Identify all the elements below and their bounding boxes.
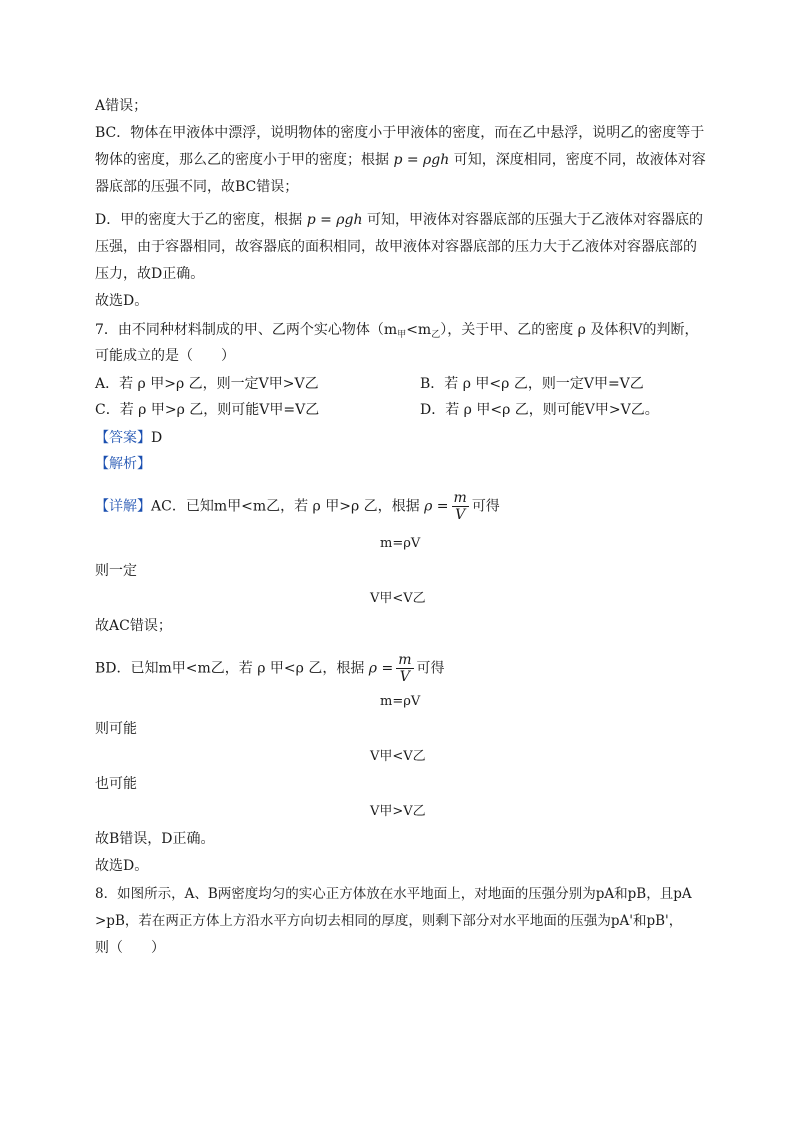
text-line: 也可能: [95, 776, 137, 792]
option-a: A．若 ρ 甲>ρ 乙，则一定V甲>V乙: [95, 376, 319, 392]
detail-line: 【详解】AC．已知m甲<m乙，若 ρ 甲>ρ 乙，根据 ρ = $\frac{m}{V}$ 可得: [95, 490, 500, 523]
equation: m=ρV: [380, 694, 421, 709]
text-line: 则（ ）: [95, 940, 165, 956]
text-line: 可能成立的是（ ）: [95, 348, 235, 364]
detail-line: BD．已知m甲<m乙，若 ρ 甲<ρ 乙，根据 ρ = $\frac{m}{V}$ 可得: [95, 652, 445, 685]
text-line: 故选D。: [95, 293, 149, 309]
fraction: $\frac{m}{V}$: [398, 652, 412, 685]
detail-tag: 【详解】: [95, 498, 151, 515]
text-line: 故AC错误；: [95, 618, 172, 634]
analysis-tag: 【解析】: [95, 456, 151, 472]
formula: p = ρgh: [306, 212, 363, 228]
answer-tag: 【答案】: [95, 430, 151, 446]
fraction: $\frac{m}{V}$: [453, 490, 467, 523]
text-line: D．甲的密度大于乙的密度，根据 p = ρgh 可知，甲液体对容器底部的压强大于乙液体对容器底的: [95, 212, 703, 228]
option-c: C．若 ρ 甲>ρ 乙，则可能V甲=V乙: [95, 402, 320, 418]
text-line: 故B错误，D正确。: [95, 831, 215, 847]
equation: m=ρV: [380, 536, 421, 551]
equation: V甲<V乙: [370, 591, 426, 606]
question-8: 8．如图所示，A、B两密度均匀的实心正方体放在水平地面上，对地面的压强分别为pA和pB，且pA: [95, 886, 692, 902]
text-line: 则可能: [95, 721, 137, 737]
option-b: B．若 ρ 甲<ρ 乙，则一定V甲=V乙: [420, 376, 644, 392]
answer-line: 【答案】D: [95, 430, 163, 446]
equation: V甲>V乙: [370, 804, 426, 819]
text-line: 压力，故D正确。: [95, 266, 205, 282]
question-7: 7．由不同种材料制成的甲、乙两个实心物体$(m_甲<m_乙)$，关于甲、乙的密度 ρ 及体积V的判断，: [95, 322, 699, 340]
text-line: BC．物体在甲液体中漂浮，说明物体的密度小于甲液体的密度，而在乙中悬浮，说明乙的密度等于: [95, 125, 705, 141]
equation: V甲<V乙: [370, 749, 426, 764]
text-line: >pB，若在两正方体上方沿水平方向切去相同的厚度，则剩下部分对水平地面的压强为pA'和pB'，: [95, 913, 683, 929]
text-line: 则一定: [95, 563, 137, 579]
text-line: A错误；: [95, 98, 148, 114]
option-d: D．若 ρ 甲<ρ 乙，则可能V甲>V乙。: [420, 402, 659, 418]
text-line: 压强，由于容器相同，故容器底的面积相同，故甲液体对容器底部的压力大于乙液体对容器底部的: [95, 239, 697, 255]
text-line: 物体的密度，那么乙的密度小于甲的密度；根据 p = ρgh 可知，深度相同，密度不同，故液体对容: [95, 152, 706, 168]
text-line: 器底部的压强不同，故BC错误；: [95, 179, 299, 195]
formula: p = ρgh: [393, 152, 450, 168]
text-line: 故选D。: [95, 858, 149, 874]
